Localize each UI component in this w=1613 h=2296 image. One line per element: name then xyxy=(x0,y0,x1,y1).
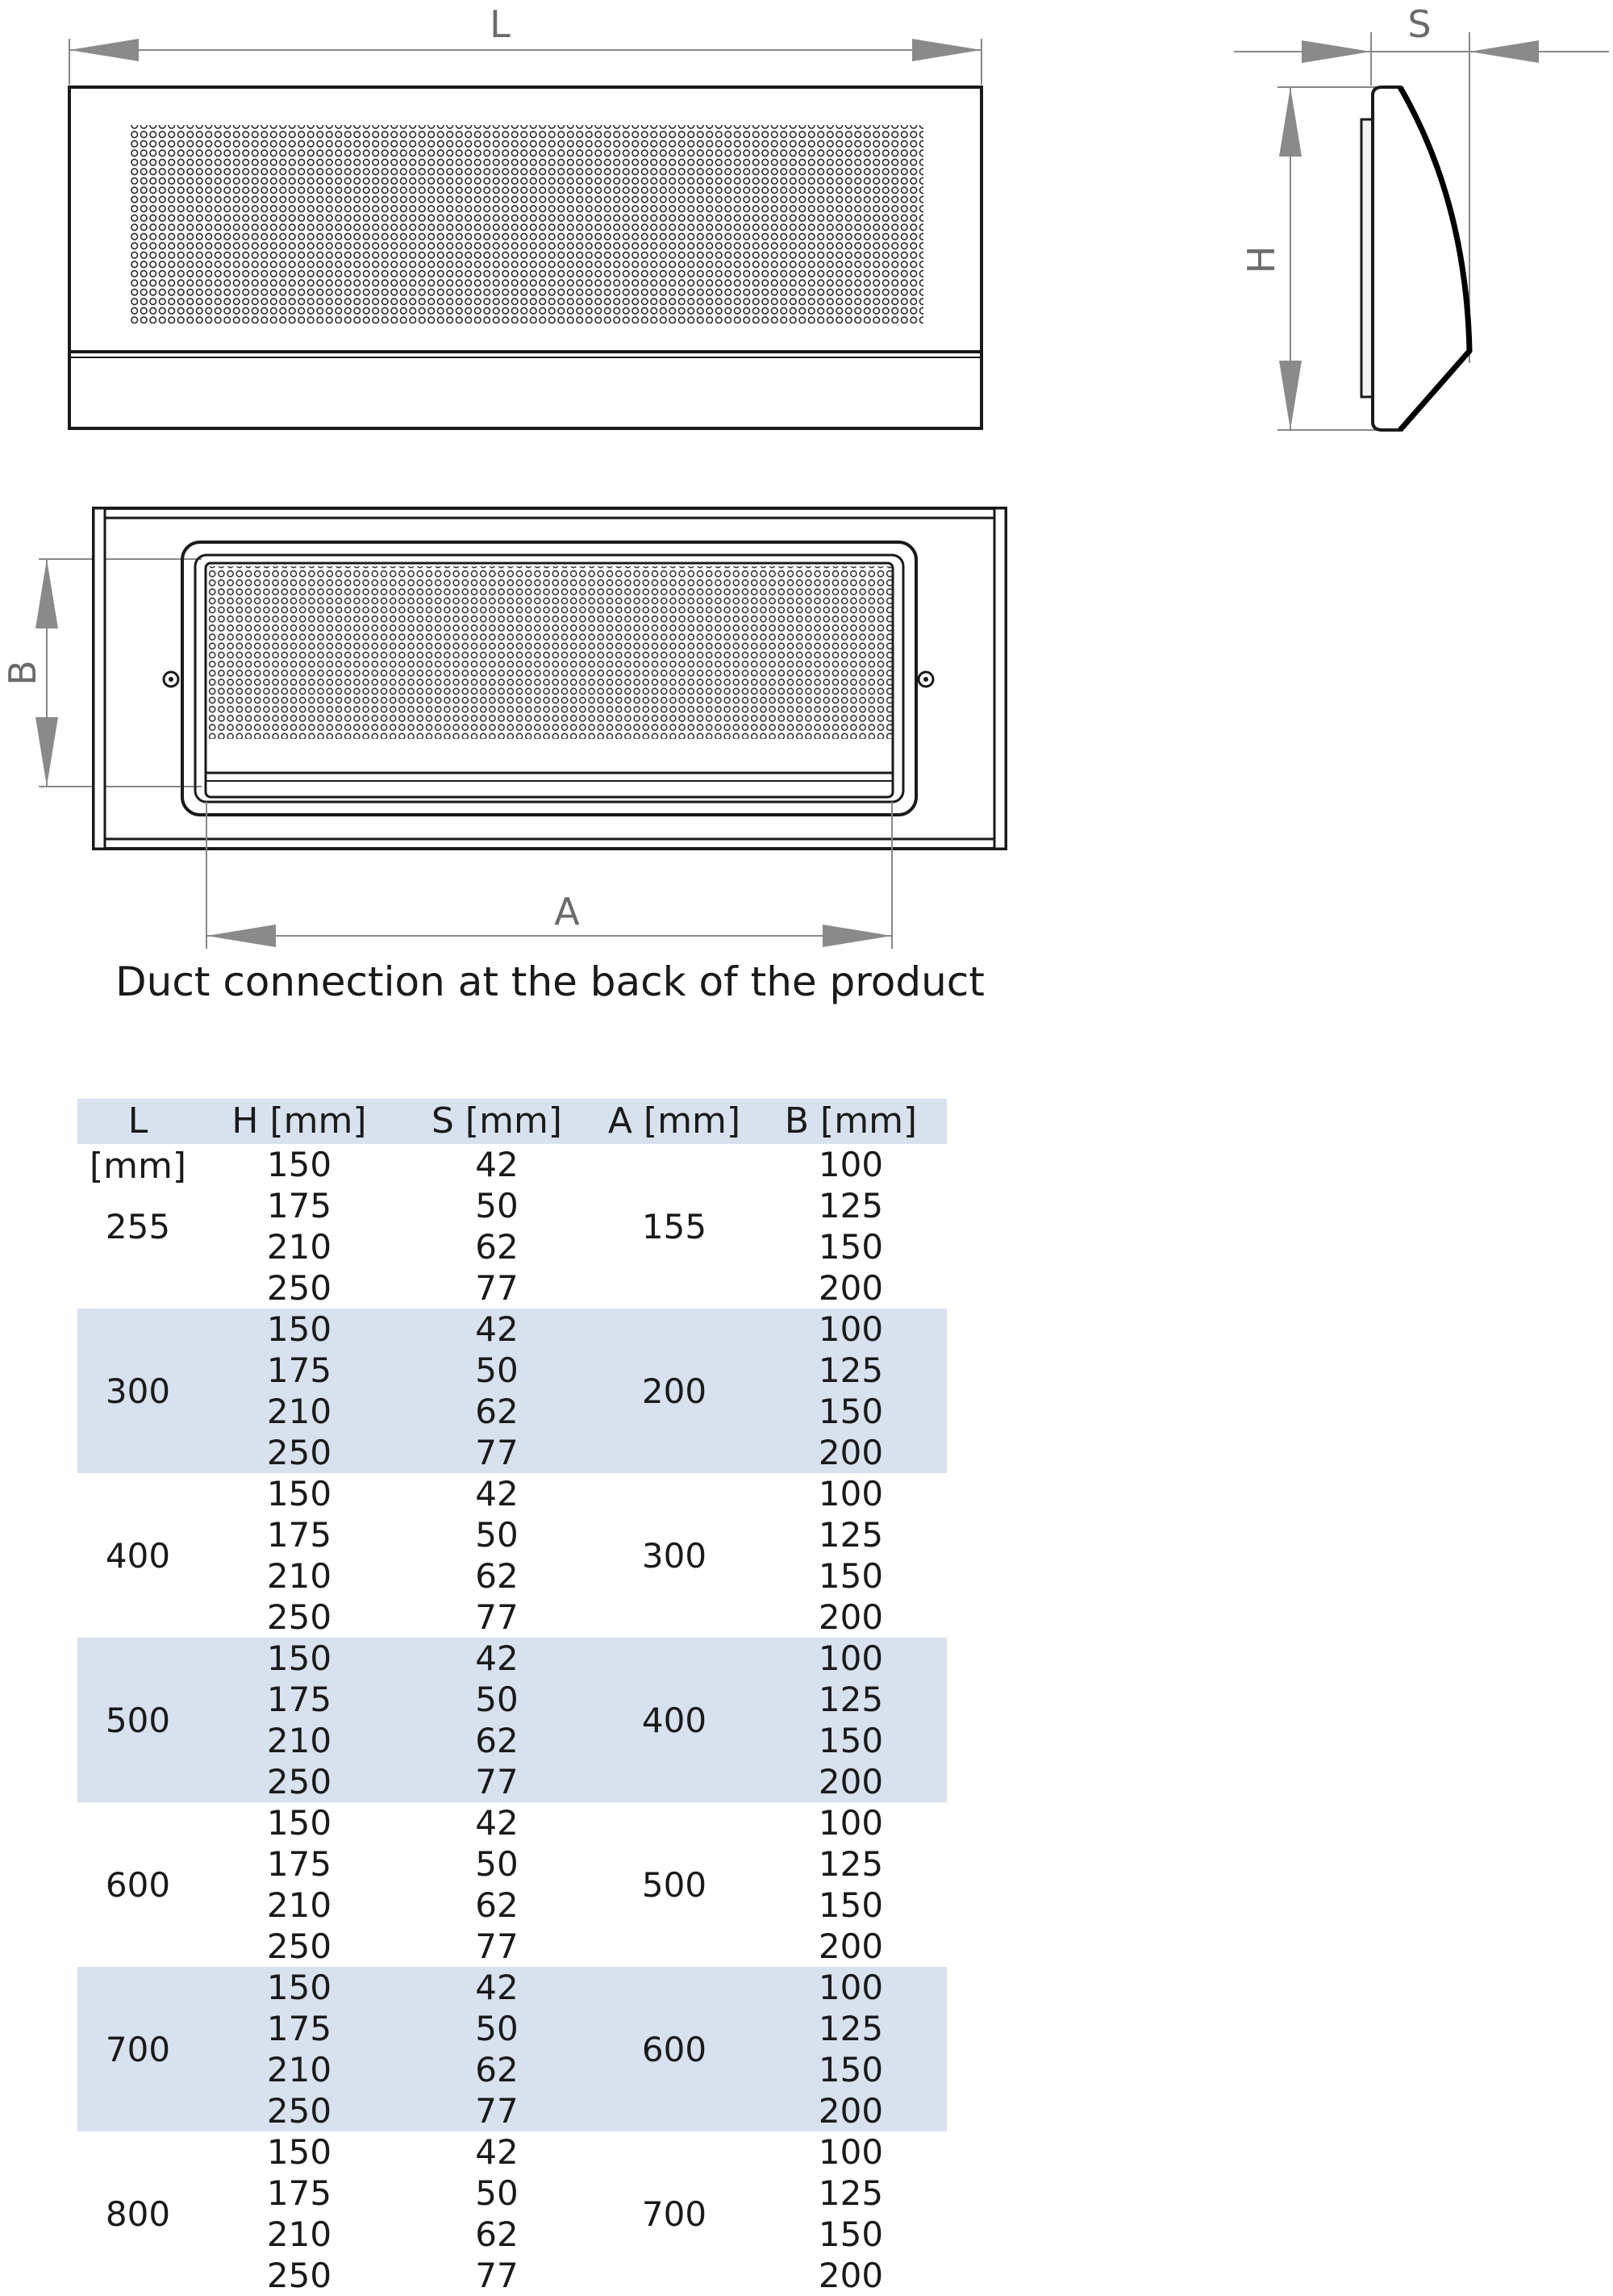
table-group-700 xyxy=(77,1967,947,2131)
cell-s: 42 xyxy=(475,1309,519,1349)
spacer xyxy=(594,1226,755,1267)
cell-s: 42 xyxy=(475,1145,519,1184)
cell-b: 150 xyxy=(818,1227,884,1267)
cell-h: 210 xyxy=(266,1392,332,1431)
spacer xyxy=(77,2090,198,2131)
cell-s: 62 xyxy=(475,1392,519,1431)
back-left-flange xyxy=(94,508,105,849)
cell-s: 77 xyxy=(475,2256,519,2295)
cell-s: 77 xyxy=(475,1597,519,1637)
cell-h: 250 xyxy=(266,2256,332,2295)
table-row xyxy=(77,1843,947,1885)
table-row xyxy=(77,1555,947,1597)
b-arrow-top xyxy=(35,559,58,628)
cell-b: 100 xyxy=(818,1145,884,1184)
cell-h: 250 xyxy=(266,1927,332,1966)
cell-h: 150 xyxy=(266,1145,332,1184)
cell-h: 250 xyxy=(266,2091,332,2131)
h-arrow-bottom xyxy=(1279,361,1302,430)
table-group-400 xyxy=(77,1473,947,1638)
cell-h: 175 xyxy=(266,2173,332,2213)
h-arrow-top xyxy=(1279,87,1302,157)
spacer xyxy=(594,1555,755,1597)
spacer xyxy=(77,1185,198,1226)
table-row xyxy=(77,1309,947,1350)
cell-h: 150 xyxy=(266,1309,332,1349)
cell-b: 100 xyxy=(818,2132,884,2172)
spacer xyxy=(594,2131,755,2173)
a-label: A xyxy=(554,890,580,933)
table-row xyxy=(77,2049,947,2090)
spacer xyxy=(77,1885,198,1926)
cell-b: 150 xyxy=(818,1885,884,1925)
cell-s: 42 xyxy=(475,1803,519,1843)
left-screw-center xyxy=(169,677,173,682)
spacer xyxy=(77,2173,198,2214)
cell-s: 50 xyxy=(475,2173,519,2213)
spacer xyxy=(77,1350,198,1391)
spacer xyxy=(77,1514,198,1555)
cell-h: 210 xyxy=(266,1885,332,1925)
cell-b: 200 xyxy=(818,1927,884,1966)
table-row xyxy=(77,1679,947,1720)
cell-s: 77 xyxy=(475,1268,519,1308)
spacer xyxy=(594,1432,755,1473)
table-row xyxy=(77,1597,947,1638)
spacer xyxy=(77,1309,198,1350)
spacer xyxy=(594,1267,755,1309)
spacer xyxy=(77,2008,198,2049)
cell-h: 210 xyxy=(266,1556,332,1596)
cell-h: 210 xyxy=(266,2050,332,2089)
b-label: B xyxy=(1,660,44,686)
spacer xyxy=(594,1638,755,1679)
spacer xyxy=(594,1391,755,1432)
table-group-800 xyxy=(77,2131,947,2296)
spacer xyxy=(77,1144,198,1185)
table-row xyxy=(77,1473,947,1514)
cell-a: 500 xyxy=(641,1864,707,1905)
spacer xyxy=(77,2214,198,2255)
cell-b: 200 xyxy=(818,1597,884,1637)
spacer xyxy=(594,1597,755,1638)
cell-s: 50 xyxy=(475,1680,519,1719)
spacer xyxy=(77,1967,198,2008)
cell-h: 250 xyxy=(266,1433,332,1472)
cell-s: 42 xyxy=(475,2132,519,2172)
cell-b: 150 xyxy=(818,1721,884,1760)
cell-b: 200 xyxy=(818,1433,884,1472)
table-group-500 xyxy=(77,1638,947,1802)
cell-s: 50 xyxy=(475,1350,519,1390)
cell-s: 42 xyxy=(475,1639,519,1678)
spacer xyxy=(594,2049,755,2090)
cell-s: 62 xyxy=(475,1556,519,1596)
cell-s: 50 xyxy=(475,1515,519,1555)
table-row xyxy=(77,1761,947,1802)
cell-b: 125 xyxy=(818,1515,884,1555)
spacer xyxy=(77,2049,198,2090)
cell-b: 125 xyxy=(818,2173,884,2213)
cell-s: 62 xyxy=(475,1885,519,1925)
s-arrow-left xyxy=(1302,40,1371,63)
cell-b: 125 xyxy=(818,1350,884,1390)
cell-a: 200 xyxy=(641,1371,707,1411)
table-group-255 xyxy=(77,1144,947,1309)
spacer xyxy=(77,1555,198,1597)
table-row xyxy=(77,2090,947,2131)
cell-h: 250 xyxy=(266,1762,332,1801)
table-row xyxy=(77,2008,947,2049)
table-row xyxy=(77,1432,947,1473)
spacer xyxy=(594,1761,755,1802)
cell-h: 210 xyxy=(266,1721,332,1760)
spacer xyxy=(77,1679,198,1720)
cell-h: 150 xyxy=(266,2132,332,2172)
side-profile xyxy=(1373,87,1469,430)
table-row xyxy=(77,1185,947,1226)
cell-b: 150 xyxy=(818,1556,884,1596)
table-row xyxy=(77,1926,947,1967)
spacer xyxy=(77,1720,198,1761)
side-mount-plate xyxy=(1361,119,1373,397)
spacer xyxy=(594,1885,755,1926)
table-body xyxy=(77,1144,947,2296)
cell-b: 100 xyxy=(818,1803,884,1843)
cell-s: 50 xyxy=(475,1186,519,1225)
h-label: H xyxy=(1240,245,1283,274)
cell-h: 175 xyxy=(266,1350,332,1390)
header-a: A [mm] xyxy=(607,1100,741,1142)
cell-b: 150 xyxy=(818,1392,884,1431)
l-label: L xyxy=(490,2,511,46)
cell-l: 700 xyxy=(105,2029,171,2069)
spacer xyxy=(594,1185,755,1226)
cell-l: 400 xyxy=(105,1535,171,1576)
right-screw-center xyxy=(923,677,928,682)
cell-b: 125 xyxy=(818,2009,884,2048)
cell-h: 210 xyxy=(266,1227,332,1267)
header-l: L [mm] xyxy=(89,1100,187,1187)
table-row xyxy=(77,1226,947,1267)
spacer xyxy=(77,1432,198,1473)
cell-a: 300 xyxy=(641,1535,707,1576)
s-label: S xyxy=(1407,2,1432,46)
spacer xyxy=(77,1761,198,1802)
cell-a: 700 xyxy=(641,2194,707,2234)
spacer xyxy=(77,1391,198,1432)
spacer xyxy=(77,1638,198,1679)
back-view xyxy=(1,508,1006,949)
spacer xyxy=(77,2255,198,2296)
a-arrow-left xyxy=(206,925,276,947)
spacer xyxy=(77,1267,198,1309)
cell-s: 62 xyxy=(475,1721,519,1760)
table-row xyxy=(77,1144,947,1185)
cell-s: 77 xyxy=(475,1762,519,1801)
cell-s: 77 xyxy=(475,2091,519,2131)
cell-s: 62 xyxy=(475,2215,519,2254)
duct-caption: Duct connection at the back of the product xyxy=(115,958,985,1005)
cell-h: 175 xyxy=(266,1186,332,1225)
cell-b: 200 xyxy=(818,2256,884,2295)
spacer xyxy=(594,1144,755,1185)
table-row xyxy=(77,2255,947,2296)
table-group-600 xyxy=(77,1802,947,1967)
table-row xyxy=(77,2214,947,2255)
front-perforation-grid xyxy=(129,125,923,324)
header-h: H [mm] xyxy=(231,1100,367,1142)
spacer xyxy=(594,1309,755,1350)
cell-b: 100 xyxy=(818,1968,884,2007)
header-b: B [mm] xyxy=(784,1100,918,1142)
cell-h: 175 xyxy=(266,2009,332,2048)
table-row xyxy=(77,1885,947,1926)
spacer xyxy=(594,1720,755,1761)
spacer xyxy=(77,1597,198,1638)
cell-h: 250 xyxy=(266,1597,332,1637)
spacer xyxy=(594,1514,755,1555)
side-view xyxy=(1234,2,1609,430)
back-perforation-grid xyxy=(207,566,893,739)
back-right-flange xyxy=(994,508,1006,849)
cell-l: 300 xyxy=(105,1371,171,1411)
cell-l: 600 xyxy=(105,1864,171,1905)
cell-h: 175 xyxy=(266,1844,332,1884)
l-arrow-left xyxy=(69,39,139,61)
cell-s: 62 xyxy=(475,1227,519,1267)
cell-l: 800 xyxy=(105,2194,171,2234)
a-arrow-right xyxy=(823,925,892,947)
table-group-300 xyxy=(77,1309,947,1473)
cell-b: 200 xyxy=(818,1268,884,1308)
cell-a: 155 xyxy=(641,1206,707,1246)
table-row xyxy=(77,1967,947,2008)
cell-a: 400 xyxy=(641,1700,707,1740)
cell-b: 125 xyxy=(818,1844,884,1884)
cell-a: 600 xyxy=(641,2029,707,2069)
spacer xyxy=(594,2008,755,2049)
cell-s: 77 xyxy=(475,1433,519,1472)
cell-b: 100 xyxy=(818,1639,884,1678)
spacer xyxy=(594,1967,755,2008)
s-arrow-right xyxy=(1469,40,1539,63)
cell-b: 200 xyxy=(818,1762,884,1801)
spacer xyxy=(594,1926,755,1967)
spacer xyxy=(77,1473,198,1514)
table-row xyxy=(77,1391,947,1432)
cell-s: 42 xyxy=(475,1474,519,1513)
table-row xyxy=(77,1267,947,1309)
table-row xyxy=(77,1514,947,1555)
cell-h: 150 xyxy=(266,1474,332,1513)
table-row xyxy=(77,1720,947,1761)
table-row xyxy=(77,2173,947,2214)
cell-l: 500 xyxy=(105,1700,171,1740)
cell-b: 125 xyxy=(818,1680,884,1719)
dimension-table xyxy=(77,1099,947,2296)
spacer xyxy=(594,1679,755,1720)
table-row xyxy=(77,1350,947,1391)
front-view xyxy=(69,2,982,428)
spacer xyxy=(77,1843,198,1885)
cell-h: 150 xyxy=(266,1803,332,1843)
cell-s: 62 xyxy=(475,2050,519,2089)
cell-b: 100 xyxy=(818,1474,884,1513)
spacer xyxy=(594,2173,755,2214)
spacer xyxy=(77,1926,198,1967)
l-arrow-right xyxy=(912,39,982,61)
cell-b: 150 xyxy=(818,2050,884,2089)
spacer xyxy=(77,1802,198,1843)
cell-l: 255 xyxy=(105,1206,171,1246)
table-row xyxy=(77,2131,947,2173)
table-row xyxy=(77,1802,947,1843)
cell-h: 210 xyxy=(266,2215,332,2254)
cell-h: 150 xyxy=(266,1639,332,1678)
spacer xyxy=(77,2131,198,2173)
cell-s: 42 xyxy=(475,1968,519,2007)
cell-s: 50 xyxy=(475,2009,519,2048)
cell-b: 100 xyxy=(818,1309,884,1349)
spacer xyxy=(594,2255,755,2296)
spacer xyxy=(594,2214,755,2255)
header-s: S [mm] xyxy=(431,1100,562,1142)
spacer xyxy=(77,1226,198,1267)
spacer xyxy=(594,1350,755,1391)
spacer xyxy=(594,2090,755,2131)
cell-b: 125 xyxy=(818,1186,884,1225)
cell-s: 77 xyxy=(475,1927,519,1966)
technical-drawing xyxy=(0,0,1613,952)
cell-b: 200 xyxy=(818,2091,884,2131)
cell-h: 175 xyxy=(266,1680,332,1719)
cell-h: 250 xyxy=(266,1268,332,1308)
cell-h: 150 xyxy=(266,1968,332,2007)
spacer xyxy=(594,1843,755,1885)
table-row xyxy=(77,1638,947,1679)
cell-h: 175 xyxy=(266,1515,332,1555)
cell-s: 50 xyxy=(475,1844,519,1884)
spacer xyxy=(594,1802,755,1843)
b-arrow-bottom xyxy=(35,717,58,787)
spacer xyxy=(594,1473,755,1514)
cell-b: 150 xyxy=(818,2215,884,2254)
